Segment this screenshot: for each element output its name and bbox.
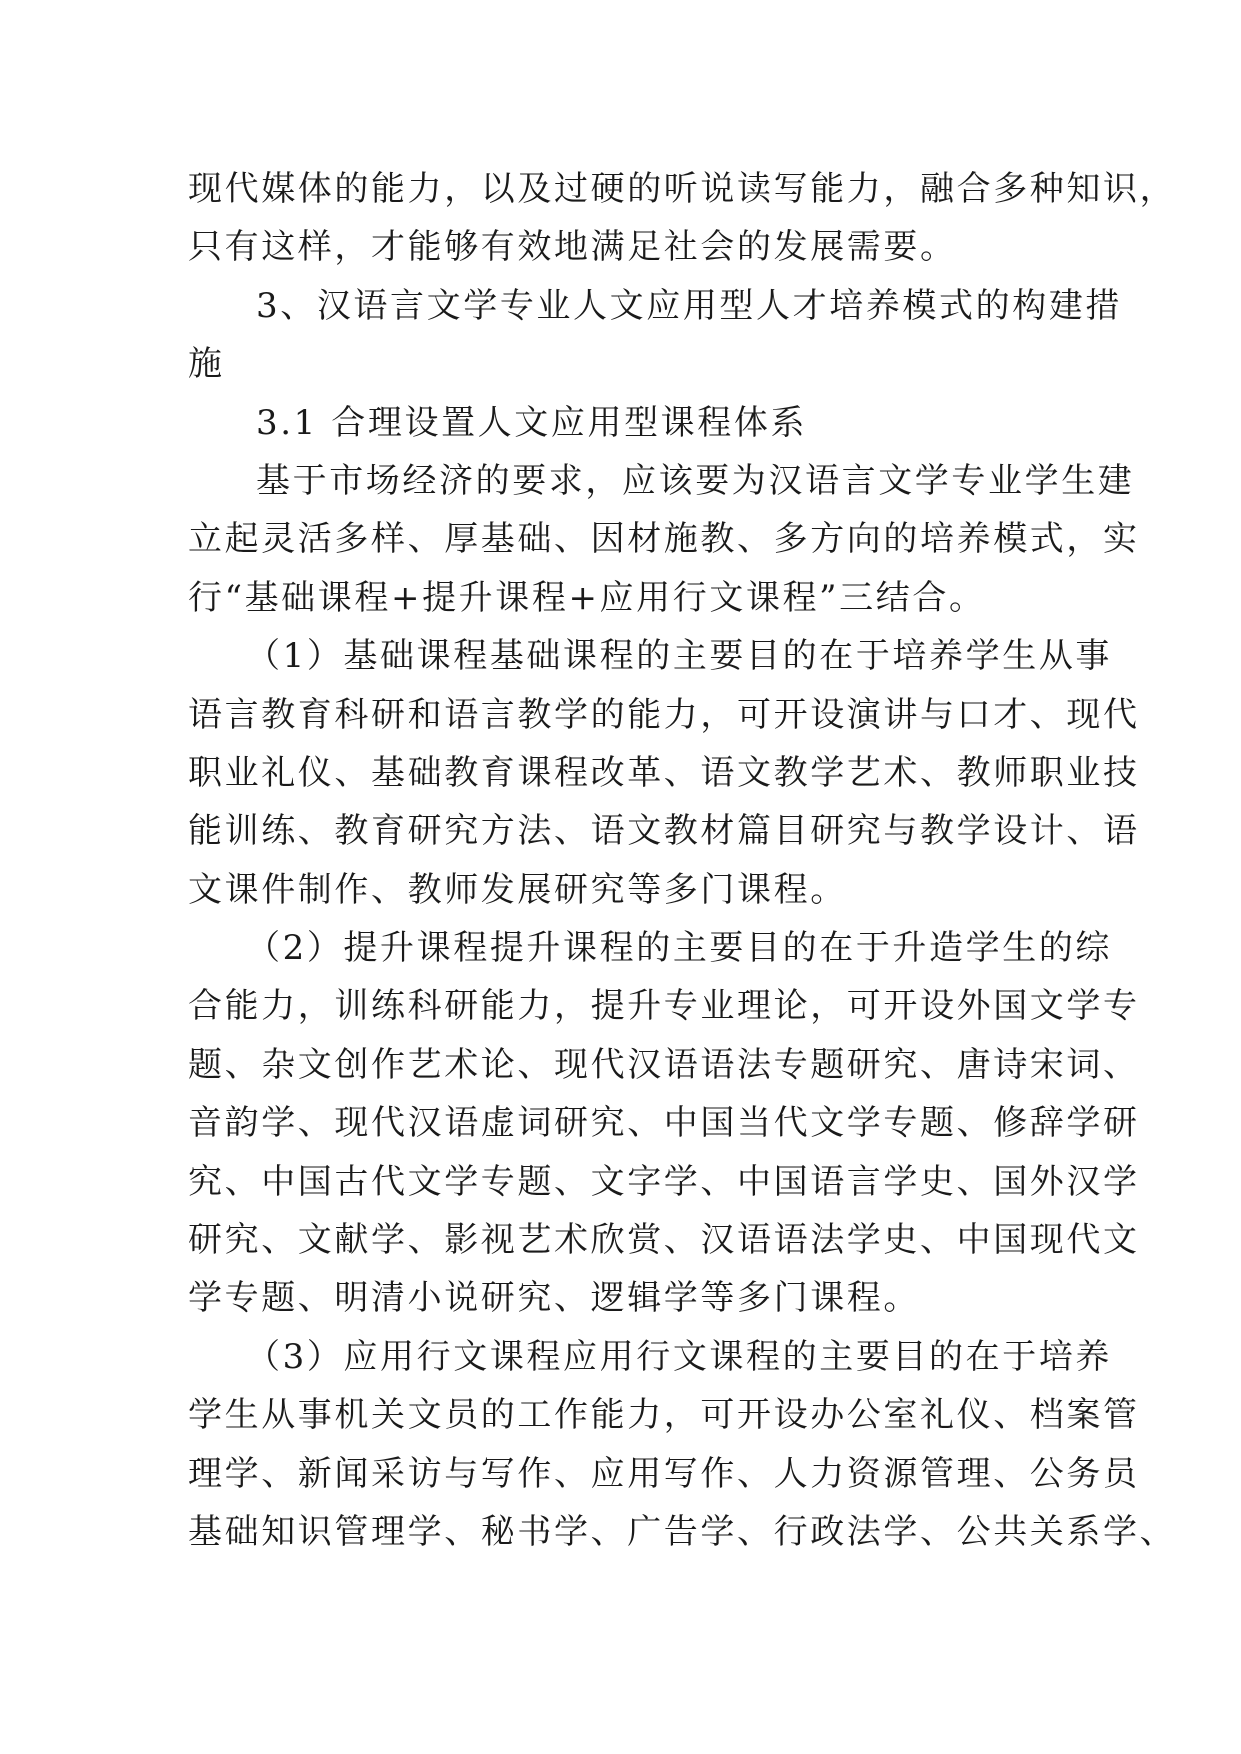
text-line: 究、中国古代文学专题、文字学、中国语言学史、国外汉学: [188, 1161, 1140, 1202]
text-line: 立起灵活多样、厚基础、因材施教、多方向的培养模式，实: [188, 519, 1140, 560]
section-heading-continued: 施: [188, 344, 225, 385]
text-line: 理学、新闻采访与写作、应用写作、人力资源管理、公务员: [188, 1453, 1140, 1494]
text-line: 合能力，训练科研能力，提升专业理论，可开设外国文学专: [188, 986, 1140, 1027]
text-line: 学生从事机关文员的工作能力，可开设办公室礼仪、档案管: [188, 1395, 1140, 1436]
text-line: 基础知识管理学、秘书学、广告学、行政法学、公共关系学、: [188, 1511, 1177, 1552]
list-item-2-start: （2）提升课程提升课程的主要目的在于升造学生的综: [246, 928, 1113, 969]
list-item-1-start: （1）基础课程基础课程的主要目的在于培养学生从事: [246, 636, 1113, 677]
text-line: 研究、文献学、影视艺术欣赏、汉语语法学史、中国现代文: [188, 1220, 1140, 1261]
text-line: 音韵学、现代汉语虚词研究、中国当代文学专题、修辞学研: [188, 1103, 1140, 1144]
subsection-heading: 3.1 合理设置人文应用型课程体系: [256, 402, 808, 443]
text-line: 基于市场经济的要求，应该要为汉语言文学专业学生建: [256, 460, 1135, 501]
text-line: 文课件制作、教师发展研究等多门课程。: [188, 869, 847, 910]
text-line: 只有这样，才能够有效地满足社会的发展需要。: [188, 227, 957, 268]
text-line: 现代媒体的能力，以及过硬的听说读写能力，融合多种知识，: [188, 169, 1177, 209]
section-heading: 3、汉语言文学专业人文应用型人才培养模式的构建措: [256, 285, 1123, 326]
text-line: 职业礼仪、基础教育课程改革、语文教学艺术、教师职业技: [188, 752, 1140, 793]
text-line: 题、杂文创作艺术论、现代汉语语法专题研究、唐诗宋词、: [188, 1044, 1140, 1085]
text-line: 语言教育科研和语言教学的能力，可开设演讲与口才、现代: [188, 694, 1140, 735]
text-line: 学专题、明清小说研究、逻辑学等多门课程。: [188, 1278, 920, 1319]
text-line: 行“基础课程+提升课程+应用行文课程”三结合。: [188, 577, 986, 618]
document-body: [188, 160, 1177, 1561]
list-item-3-start: （3）应用行文课程应用行文课程的主要目的在于培养: [246, 1336, 1113, 1377]
text-line: 能训练、教育研究方法、语文教材篇目研究与教学设计、语: [188, 811, 1140, 852]
